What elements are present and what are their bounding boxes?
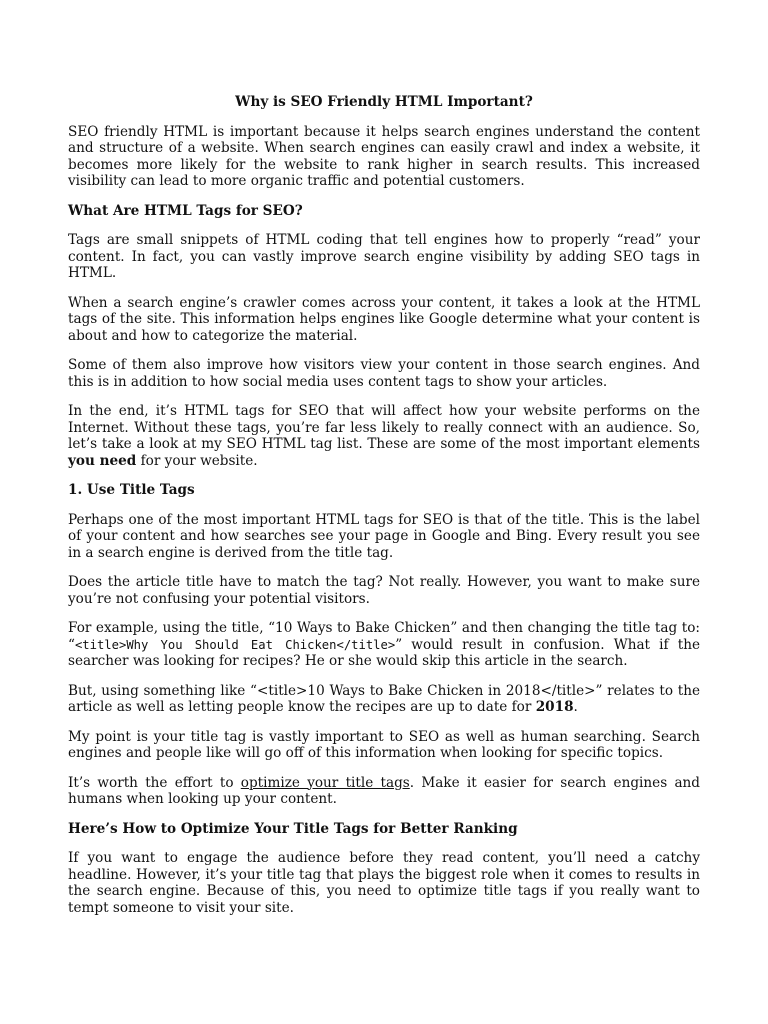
paragraph-visitors-view: Some of them also improve how visitors view your content in those search engines. And this is in addition to how social media uses content tags to show your articles.: [68, 357, 700, 390]
text-run: for your website.: [136, 452, 258, 469]
paragraph-title-importance: Perhaps one of the most important HTML tags for SEO is that of the title. This is the label of your content and how searches see your page in Google and Bing. Every result you see in a search engine is derived from the title tag.: [68, 511, 700, 561]
paragraph-tags-definition: Tags are small snippets of HTML coding that tell engines how to properly “read” your content. In fact, you can vastly improve search engine visibility by adding SEO tags in HTML.: [68, 232, 700, 281]
paragraph-example-good: [68, 683, 700, 716]
bold-you-need: you need: [68, 452, 137, 469]
paragraph-title-seo-point: My point is your title tag is vastly important to SEO as well as human searching. Search engines and people like will go off of this information when looking for specific topics.: [68, 728, 700, 761]
heading-use-title-tags: 1. Use Title Tags: [68, 482, 195, 498]
text-run: In the end, it’s HTML tags for SEO that will affect how your website performs on the Internet. Without these tags, you’re far less likely to really connect with an audience. So, let’s take a look at my SEO HTML tag list. These are some of the most important elements: [68, 403, 700, 452]
text-run: But, using something like “<title>10 Ways to Bake Chicken in 2018</title>” relates to the article as well as letting people know the recipes are up to date for: [68, 682, 700, 715]
text-run: ” would result in confusion. What if the searcher was looking for recipes? He or she would skip this article in the search.: [68, 636, 700, 669]
intro-paragraph: SEO friendly HTML is important because it helps search engines understand the content and structure of a website. When search engines can easily crawl and index a website, it becomes more likely for the website to rank higher in search results. This increased visibility can lead to more organic traffic and potential customers.: [68, 123, 700, 189]
text-run: . Make it easier for search engines and humans when looking up your content.: [68, 774, 701, 807]
heading-html-tags-for-seo: What Are HTML Tags for SEO?: [68, 202, 303, 219]
code-title-example: <title>Why You Should Eat Chicken</title>: [74, 637, 396, 652]
text-run: For example, using the title, “10 Ways to Bake Chicken” and then changing the title tag to: “: [68, 620, 700, 653]
paragraph-example-confusion: [68, 620, 700, 670]
paragraph-match-tag: Does the article title have to match the tag? Not really. However, you want to make sure you’re not confusing your potential visitors.: [68, 574, 700, 607]
bold-year: 2018: [535, 699, 574, 715]
paragraph-worth-effort: [68, 775, 700, 808]
optimize-title-tags-link[interactable]: optimize your title tags: [240, 774, 410, 791]
paragraph-catchy-headline: If you want to engage the audience before they read content, you’ll need a catchy headline. However, it’s your title tag that plays the biggest role when it comes to results in the search engine. Because of this, you need to optimize title tags if you really want to tempt someone to visit your site.: [68, 850, 700, 916]
text-run: It’s worth the effort to: [68, 774, 241, 791]
heading-optimize-title-tags: Here’s How to Optimize Your Title Tags for Better Ranking: [68, 820, 518, 837]
document-title: Why is SEO Friendly HTML Important?: [235, 94, 533, 110]
text-run: .: [573, 699, 578, 715]
paragraph-tag-list-intro: [68, 403, 700, 469]
document-body: [68, 94, 700, 929]
paragraph-crawler: When a search engine’s crawler comes across your content, it takes a look at the HTML tags of the site. This information helps engines like Google determine what your content is about and how to categorize the material.: [68, 294, 700, 344]
